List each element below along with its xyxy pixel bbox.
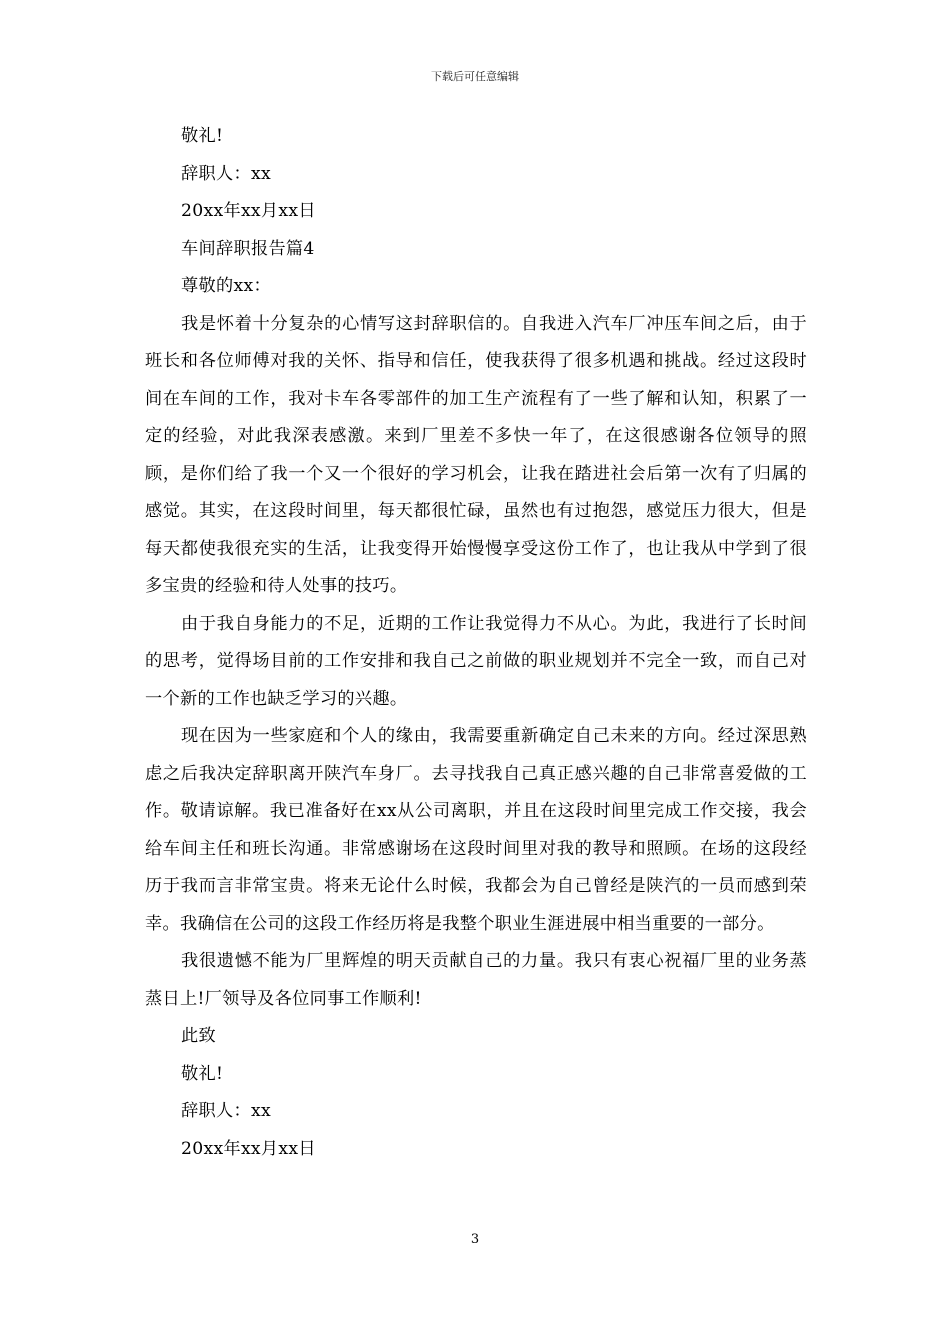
section-heading: 车间辞职报告篇4 [181, 238, 315, 259]
date-line-1: 20xx年xx月xx日 [181, 201, 316, 221]
closing-respect-2: 敬礼! [181, 1063, 224, 1084]
document-body [145, 118, 807, 1168]
paragraph: 现在因为一些家庭和个人的缘由，我需要重新确定自己未来的方向。经过深思熟虑之后我决定辞职离开陕汽车身厂。去寻找我自己真正感兴趣的自己非常喜爱做的工作。敬请谅解。我已准备好在xx从公司离职，并且在这段时间里完成工作交接，我会给车间主任和班长沟通。非常感谢场在这段时间里对我的教导和照顾。在场的这段经历于我而言非常宝贵。将来无论什么时候，我都会为自己曾经是陕汽的一员而感到荣幸。我确信在公司的这段工作经历将是我整个职业生涯进展中相当重要的一部分。 [145, 726, 807, 934]
closing-respect-1: 敬礼! [181, 126, 224, 146]
paragraph: 由于我自身能力的不足，近期的工作让我觉得力不从心。为此，我进行了长时间的思考，觉得场目前的工作安排和我自己之前做的职业规划并不完全一致，而自己对一个新的工作也缺乏学习的兴趣。 [145, 613, 807, 709]
page-header-note: 下载后可任意编辑 [431, 70, 519, 83]
paragraph: 我是怀着十分复杂的心情写这封辞职信的。自我进入汽车厂冲压车间之后，由于班长和各位师傅对我的关怀、指导和信任，使我获得了很多机遇和挑战。经过这段时间在车间的工作，我对卡车各零部件的加工生产流程有了一些了解和认知，积累了一定的经验，对此我深表感激。来到厂里差不多快一年了，在这很感谢各位领导的照顾，是你们给了我一个又一个很好的学习机会，让我在踏进社会后第一次有了归属的感觉。其实，在这段时间里，每天都很忙碌，虽然也有过抱怨，感觉压力很大，但是每天都使我很充实的生活，让我变得开始慢慢享受这份工作了，也让我从中学到了很多宝贵的经验和待人处事的技巧。 [145, 313, 807, 596]
salutation: 尊敬的xx： [181, 276, 271, 296]
page-number: 3 [470, 1232, 480, 1247]
paragraph: 我很遗憾不能为厂里辉煌的明天贡献自己的力量。我只有衷心祝福厂里的业务蒸蒸日上!厂领导及各位同事工作顺利! [145, 951, 807, 1009]
resigner-line-1: 辞职人：xx [181, 163, 271, 184]
date-line-2: 20xx年xx月xx日 [181, 1138, 316, 1159]
closing-phrase: 此致 [181, 1026, 216, 1046]
resigner-line-2: 辞职人：xx [181, 1101, 271, 1121]
